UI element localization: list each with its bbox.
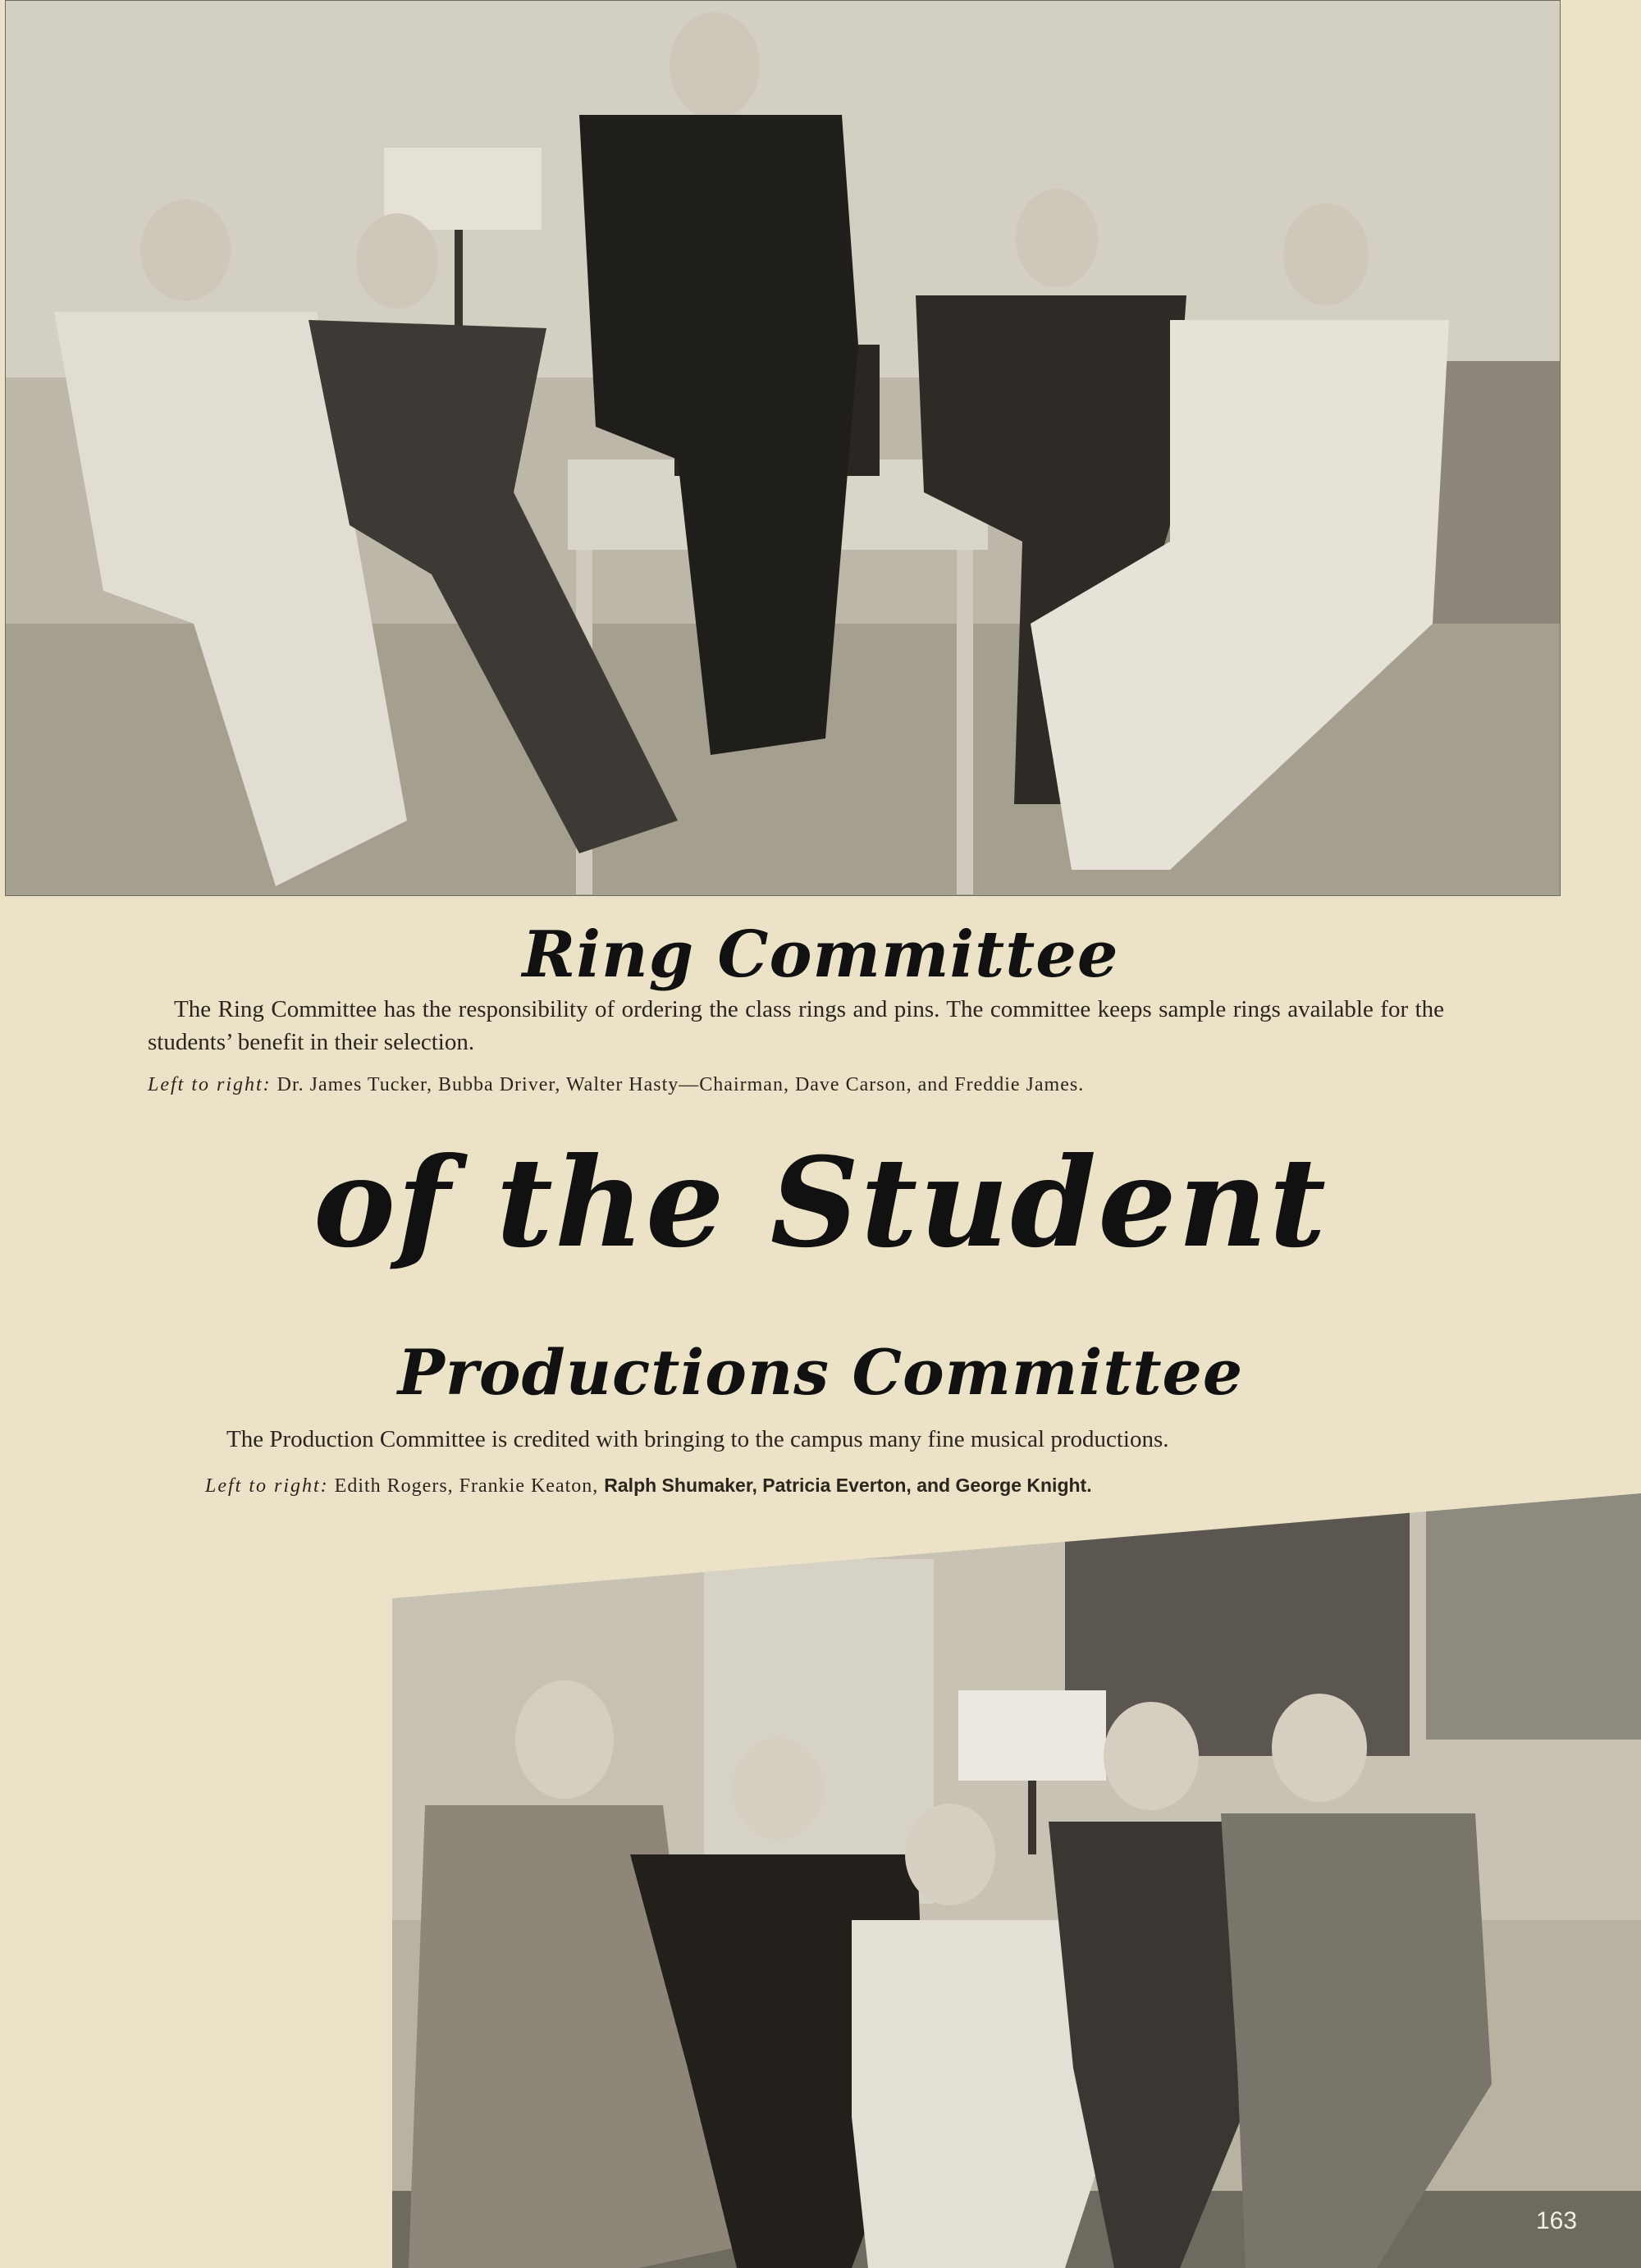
ring-committee-title: Ring Committee xyxy=(522,917,1119,992)
section-heading: of the Student xyxy=(313,1131,1328,1275)
prod-names-lead: Left to right: xyxy=(205,1475,329,1497)
ring-committee-photo xyxy=(5,0,1561,896)
productions-committee-description: The Production Committee is credited with bringing to the campus many fine musical productions. xyxy=(226,1426,1169,1452)
productions-committee-title: Productions Committee xyxy=(397,1336,1244,1409)
page-number: 163 xyxy=(1536,2207,1578,2234)
prod-names-plain: Edith Rogers, Frankie Keaton, xyxy=(334,1475,599,1497)
productions-committee-photo xyxy=(392,1493,1641,2268)
ring-committee-description: The Ring Committee has the responsibility of ordering the class rings and pins. The committee keeps sample rings available for the students’ benefit in their selection. xyxy=(148,996,1444,1055)
ring-names-lead: Left to right: xyxy=(148,1074,272,1095)
productions-committee-names-caption xyxy=(205,1469,1092,1502)
ring-committee-names-caption xyxy=(148,1068,1084,1101)
prod-names-bold: Ralph Shumaker, Patricia Everton, and George Knight. xyxy=(604,1475,1092,1496)
ring-names-list: Dr. James Tucker, Bubba Driver, Walter Hasty—Chairman, Dave Carson, and Freddie James. xyxy=(277,1074,1085,1095)
